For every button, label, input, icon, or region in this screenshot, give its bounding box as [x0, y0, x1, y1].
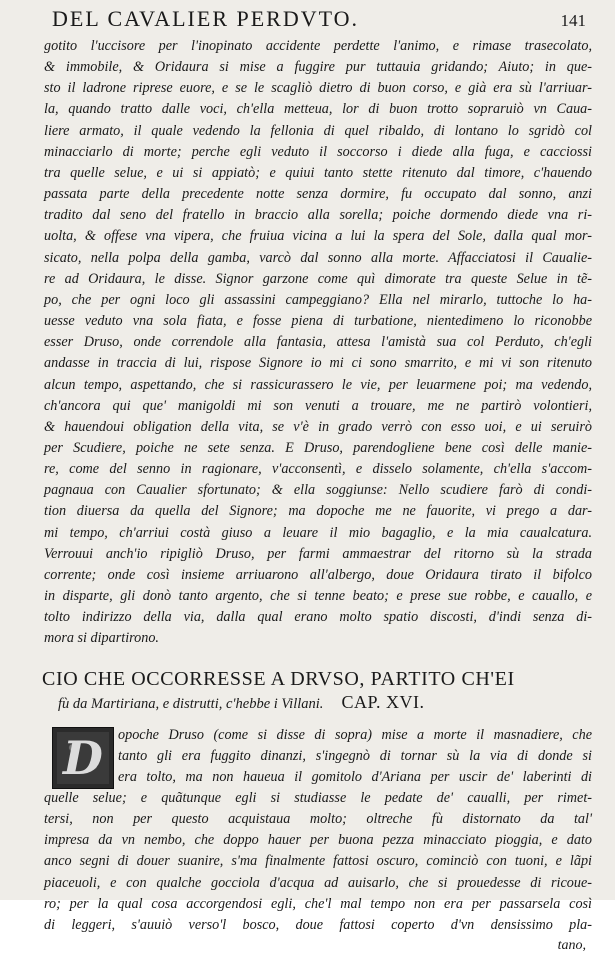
text-block-2	[44, 725, 592, 937]
text-line: sicato, nella polpa della gamba, varcò dal sonno alla morte. Affacciatosi il Caualie-	[44, 249, 592, 266]
text-line: anco segni di douer suanire, s'ma finalmente fattosi oscuro, cominciò con tuoni, e lãpi	[44, 853, 592, 870]
catchword-row	[44, 938, 592, 954]
text-line: in disparte, gli donò tanto argento, che si tenne beato; e prese sue robbe, e cauallo, e	[44, 588, 592, 605]
text-line: tanto gli era fuggito dinanzi, s'ingegnò di tornar sù la via di donde si	[118, 747, 592, 764]
text-line: uesse veduto vna sola fiata, e fosse piena di turbatione, nientedimeno lo riconobbe	[44, 313, 592, 330]
text-line: ch'ancora qui que' manigoldi mi son venuti a trouare, me ne partirò volontieri,	[44, 397, 592, 414]
text-line: la, quando tratto dalle voci, ch'ella metteua, lor di buon trotto sopraruiò vn Caua-	[44, 101, 592, 118]
running-head	[44, 6, 592, 36]
text-line: tersi, non per questo acquistaua molto; oltreche fù distornato da tal'	[44, 811, 592, 828]
text-line: re ad Oridaura, le disse. Signor garzone come quì dimorate tra queste Selue in tẽ-	[44, 270, 592, 287]
text-line: gotito l'uccisore per l'inopinato accidente perdette l'animo, e rimase trasecolato,	[44, 38, 592, 54]
text-line: mi tempo, ch'arriui costà giuso a leuare il mio bagaglio, e la mia caualcatura.	[44, 524, 592, 541]
page-content	[44, 6, 592, 954]
catchword: tano,	[557, 938, 586, 954]
text-line: andasse in traccia di lui, rispose Signore io mi ci sono smarrito, e mi vi son ritenuto	[44, 355, 592, 372]
text-line: era tolto, ma non haueua il gomitolo d'Ariana per uscir de' laberinti di	[118, 768, 592, 785]
text-line: impresa da vn nembo, che doppo hauer per buona pezza minacciato pioggia, e dato	[44, 832, 592, 849]
text-line: re, come del senno in ragionare, v'acconsentì, e disselo solamente, ch'ella s'accom-	[44, 461, 592, 478]
text-line: minacciarlo di morte; perche egli veduto il soccorso i diede alla fuga, e cacciossi	[44, 143, 592, 160]
text-line: tion diuersa da quella del Signore; ma dopoche me ne fauorite, vi prego a dar-	[44, 503, 592, 520]
text-block-1	[44, 36, 592, 650]
text-line: liere armato, il quale vedendo la fellonia di quel ribaldo, di lontano lo sgridò col	[44, 122, 592, 139]
chapter-heading	[44, 668, 592, 713]
initial-ornament	[57, 732, 109, 784]
chapter-subtitle-row	[58, 692, 592, 713]
text-line: tradito dal seno del fratello in braccio alla sorella; poiche dormendo diede vna ri-	[44, 207, 592, 224]
text-line: esser Druso, onde correndole alla fantasia, attesa l'amistà sua col Perduto, ch'egli	[44, 334, 592, 351]
text-line: di leggeri, s'auuiò verso'l bosco, doue fattosi coperto d'vn densissimo pla-	[44, 916, 592, 933]
text-line: mora si dipartirono.	[44, 630, 159, 647]
text-line: opoche Druso (come si disse di sopra) mise a morte il masnadiere, che	[118, 726, 592, 743]
text-line: & immobile, & Oridaura si mise a fuggire pur tuttauia gridando; Aiuto; in que-	[44, 59, 592, 76]
text-line: alcun tempo, aspettando, che si rassicurassero le vie, per leuarmene poi; ma vedendo,	[44, 376, 592, 393]
text-line: per Scudiere, poiche ne sete senza. E Druso, parendogliene bene così delle manie-	[44, 439, 592, 456]
chapter-number: CAP. XVI.	[341, 691, 425, 712]
text-line: uolta, & offese vna vipera, che fruiua vicina a lui la spera del Sole, dalla qual mor-	[44, 228, 592, 245]
text-line: ro; per la qual cosa accorgendosi egli, che'l mal tempo non era per passarsela così	[44, 895, 592, 912]
text-line: pagnaua con Caualier sfortunato; & ella soggiunse: Nello scudiere farò di condi-	[44, 482, 592, 499]
text-line: tolto indirizzo della via, dalla qual erano molto spatio discosti, d'indi senza di-	[44, 609, 592, 626]
text-line: passata parte della precedente notte senza dormire, fu occupato dal sonno, anzi	[44, 186, 592, 203]
running-title: DEL CAVALIER PERDVTO.	[52, 6, 360, 31]
chapter-subtitle: fù da Martiriana, e distrutti, c'hebbe i Villani.	[58, 695, 324, 712]
text-line: sto il ladrone riprese euore, e se le scagliò dietro di buon corso, e già era sù l'arriuar-	[44, 80, 592, 97]
text-line: & hauendoui obligation della vita, se v'è in grado verrò con esso uoi, e ui seruirò	[44, 418, 592, 435]
chapter-title: CIO CHE OCCORRESSE A DRVSO, PARTITO CH'EI	[42, 667, 515, 690]
text-line: po, che per ogni loco gli assassini campeggiano? Ella nel mirarlo, tuttoche lo ha-	[44, 291, 592, 308]
text-line: Verrouui anch'io ripigliò Druso, per farmi ammaestrar del ritorno sù la strada	[44, 545, 592, 562]
text-line: corrente; onde così insieme arriuarono all'albergo, doue Oridaura tirato il bifolco	[44, 566, 592, 583]
initial-letter: D	[63, 730, 103, 785]
text-line: tra quelle selue, e ui si appiatò; e quiui tanto stette ritenuto dal timore, c'hauendo	[44, 164, 592, 181]
decorated-initial	[52, 727, 114, 789]
page-number: 141	[560, 11, 586, 30]
text-line: quelle selue; e quãtunque egli si studiasse le pedate de' caualli, per rimet-	[44, 790, 592, 806]
text-line: piaceuoli, e con qualche gocciola d'acqua ad auisarlo, che si prouedesse di ricoue-	[44, 874, 592, 891]
